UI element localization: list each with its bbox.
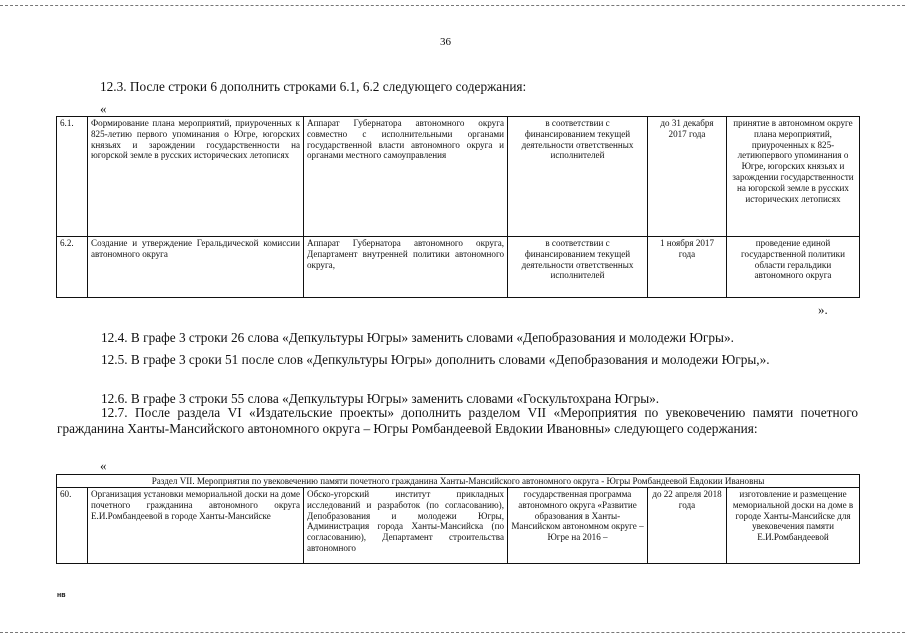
paragraph-12-4: 12.4. В графе 3 строки 26 слова «Депкультуры Югры» заменить словами «Депобразования и молодежи Югры». bbox=[101, 330, 734, 345]
funding-cell: в соответствии с финансированием текущей деятельности ответственных исполнителей bbox=[508, 117, 648, 237]
result-cell: изготовление и размещение мемориальной доски на доме в городе Ханты-Мансийске для увековечения памяти Е.И.Ромбандеевой bbox=[727, 488, 860, 564]
row-number: 6.2. bbox=[57, 237, 88, 298]
section-header-row bbox=[57, 475, 860, 488]
event-cell: Организация установки мемориальной доски на доме почетного гражданина автономного округа Е.И.Ромбандеевой в городе Ханты-Мансийске bbox=[88, 488, 304, 564]
closing-quote: ». bbox=[818, 302, 828, 317]
table-row bbox=[57, 237, 860, 298]
result-cell: принятие в автономном округе плана мероприятий, приуроченных к 825-летиюпервого упоминания о Югре, югорских князьях и зарождении государственности на югорской земле в русских исторических летописях bbox=[727, 117, 860, 237]
deadline-cell: до 22 апреля 2018 года bbox=[648, 488, 727, 564]
row-number: 60. bbox=[57, 488, 88, 564]
page-number: 36 bbox=[440, 36, 451, 48]
funding-cell: в соответствии с финансированием текущей деятельности ответственных исполнителей bbox=[508, 237, 648, 298]
opening-quote: « bbox=[100, 458, 107, 473]
deadline-cell: до 31 декабря 2017 года bbox=[648, 117, 727, 237]
plan-table-rows-6-1-6-2 bbox=[56, 116, 860, 298]
funding-cell: государственная программа автономного округа «Развитие образования в Ханты-Мансийском автономном округе – Югре на 2016 – bbox=[508, 488, 648, 564]
paragraph-12-3: 12.3. После строки 6 дополнить строками 6.1, 6.2 следующего содержания: bbox=[100, 79, 527, 94]
scan-bottom-edge bbox=[0, 632, 905, 633]
section-header: Раздел VII. Мероприятия по увековечению памяти почетного гражданина Ханты-Мансийского автономного округа - Югры Ромбандеевой Евдокии Ивановны bbox=[57, 475, 860, 488]
executor-cell: Аппарат Губернатора автономного округа, Департамент внутренней политики автономного округа, bbox=[304, 237, 508, 298]
scan-top-edge bbox=[0, 0, 905, 6]
deadline-cell: 1 ноября 2017 года bbox=[648, 237, 727, 298]
paragraph-12-5: 12.5. В графе 3 сроки 51 после слов «Депкультуры Югры» дополнить словами «Депобразования и молодежи Югры,». bbox=[101, 352, 770, 367]
row-number: 6.1. bbox=[57, 117, 88, 237]
executor-cell: Обско-угорский институт прикладных исследований и разработок (по согласованию), Депобразования и молодежи Югры, Администрация города Ханты-Мансийска (по согласованию), Департамент строительства автономного bbox=[304, 488, 508, 564]
paragraph-12-7: 12.7. После раздела VI «Издательские проекты» дополнить разделом VII «Мероприятия по увековечению памяти почетного гражданина Ханты-Мансийского автономного округа – Югры Ромбандеевой Евдокии Ивановны» следующего содержания: bbox=[57, 405, 858, 436]
result-cell: проведение единой государственной политики области геральдики автономного округа bbox=[727, 237, 860, 298]
footer-initials: нв bbox=[57, 592, 66, 599]
executor-cell: Аппарат Губернатора автономного округа совместно с исполнительными органами государственной власти автономного округа и органами местного самоуправления bbox=[304, 117, 508, 237]
table-row bbox=[57, 488, 860, 564]
event-cell: Создание и утверждение Геральдической комиссии автономного округа bbox=[88, 237, 304, 298]
section-vii-table bbox=[56, 474, 860, 564]
paragraph-12-6: 12.6. В графе 3 строки 55 слова «Депкультуры Югры» заменить словами «Госкультохрана Югры». bbox=[101, 391, 660, 406]
event-cell: Формирование плана мероприятий, приуроченных к 825-летию первого упоминания о Югре, югорских князьях и зарождении государственности на югорской земле в русских исторических летописях bbox=[88, 117, 304, 237]
table-row bbox=[57, 117, 860, 237]
opening-quote: « bbox=[100, 101, 107, 116]
